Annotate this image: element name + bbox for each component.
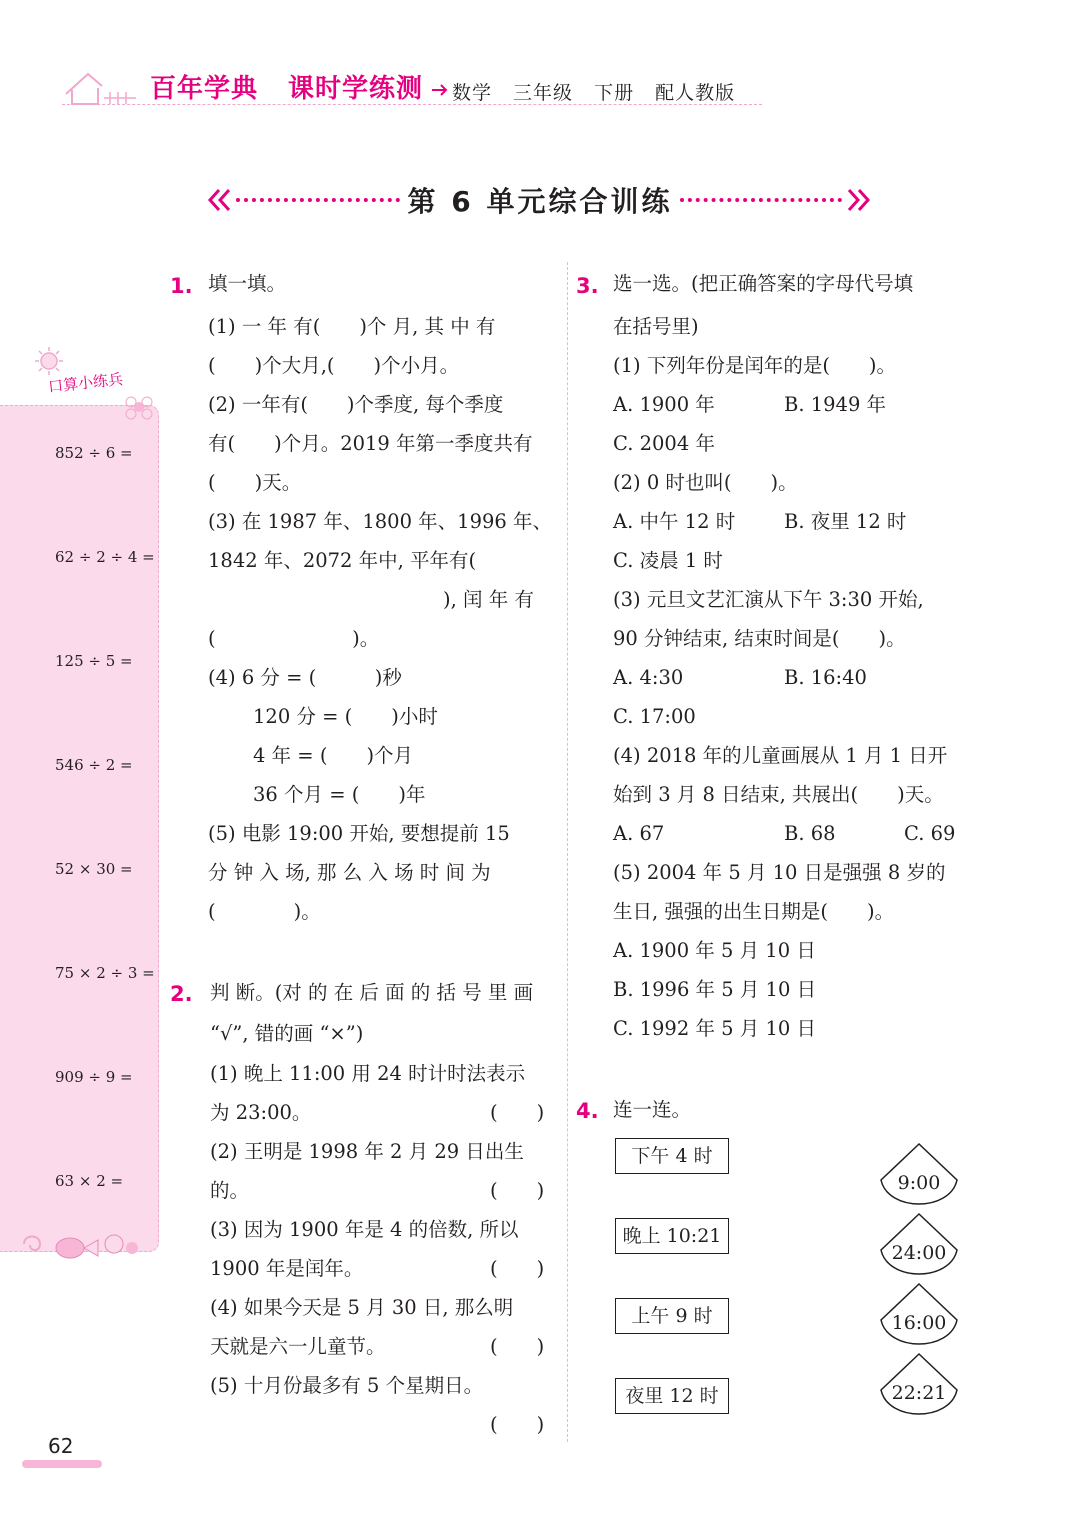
question-number: 2. xyxy=(170,982,193,1006)
match-left-item[interactable]: 夜里 12 时 xyxy=(615,1378,729,1414)
q3-line: 生日, 强强的出生日期是( )。 xyxy=(613,900,895,923)
header-divider xyxy=(62,104,762,105)
question-title: 连一连。 xyxy=(613,1098,692,1121)
q1-line: (4) 6 分 = ( )秒 xyxy=(208,666,402,689)
q1-line: (3) 在 1987 年、1800 年、1996 年、 xyxy=(208,510,552,533)
mental-math-sidebar xyxy=(0,405,159,1252)
page-number-bar xyxy=(22,1460,102,1468)
q3-line: (3) 元旦文艺汇演从下午 3:30 开始, xyxy=(613,588,924,611)
calc-problem: 852 ÷ 6 = xyxy=(55,444,133,462)
answer-paren[interactable]: ( ) xyxy=(490,1101,545,1124)
answer-paren[interactable]: ( ) xyxy=(490,1413,545,1436)
q2-line: (1) 晚上 11:00 用 24 时计时法表示 xyxy=(210,1062,526,1085)
match-right-label: 24:00 xyxy=(891,1242,947,1264)
q1-line: (1) 一 年 有( )个 月, 其 中 有 xyxy=(208,315,496,338)
match-left-item[interactable]: 上午 9 时 xyxy=(615,1298,729,1334)
question-title: 填一填。 xyxy=(208,272,287,295)
q1-line: ( )。 xyxy=(208,900,321,923)
q1-line: ), 闰 年 有 xyxy=(443,588,534,611)
option[interactable]: B. 夜里 12 时 xyxy=(784,510,907,533)
q1-line: ( )。 xyxy=(208,627,380,650)
q2-line: 1900 年是闰年。 xyxy=(210,1257,364,1280)
option[interactable]: B. 1996 年 5 月 10 日 xyxy=(613,978,817,1001)
option[interactable]: A. 1900 年 xyxy=(613,393,715,416)
q1-line: (2) 一年有( )个季度, 每个季度 xyxy=(208,393,504,416)
answer-paren[interactable]: ( ) xyxy=(490,1335,545,1358)
flower-icon xyxy=(122,392,156,422)
calc-problem: 125 ÷ 5 = xyxy=(55,652,133,670)
q3-line: 始到 3 月 8 日结束, 共展出( )天。 xyxy=(613,783,944,806)
q2-line: (5) 十月份最多有 5 个星期日。 xyxy=(210,1374,484,1397)
option[interactable]: A. 中午 12 时 xyxy=(613,510,736,533)
answer-paren[interactable]: ( ) xyxy=(490,1257,545,1280)
brand-title: 百年学典 xyxy=(150,74,259,104)
q1-line: (5) 电影 19:00 开始, 要想提前 15 xyxy=(208,822,510,845)
page-number: 62 xyxy=(48,1434,74,1458)
q2-line: 的。 xyxy=(210,1179,250,1202)
q1-line: 有( )个月。2019 年第一季度共有 xyxy=(208,432,533,455)
option[interactable]: B. 16:40 xyxy=(784,666,867,689)
title-dots-right xyxy=(680,198,842,202)
option[interactable]: B. 68 xyxy=(784,822,836,845)
q3-line: (4) 2018 年的儿童画展从 1 月 1 日开 xyxy=(613,744,948,767)
house-logo-icon xyxy=(58,64,138,108)
q1-line: ( )个大月,( )个小月。 xyxy=(208,354,460,377)
question-number: 1. xyxy=(170,274,193,298)
q2-line: (3) 因为 1900 年是 4 的倍数, 所以 xyxy=(210,1218,519,1241)
q2-line: 为 23:00。 xyxy=(210,1101,312,1124)
q2-line: 天就是六一儿童节。 xyxy=(210,1335,386,1358)
option[interactable]: A. 4:30 xyxy=(613,666,684,689)
q2-line: (4) 如果今天是 5 月 30 日, 那么明 xyxy=(210,1296,514,1319)
match-right-item[interactable] xyxy=(878,1212,960,1276)
sidebar-label: 口算小练兵 xyxy=(47,370,124,396)
option[interactable]: C. 1992 年 5 月 10 日 xyxy=(613,1017,816,1040)
calc-problem: 63 × 2 = xyxy=(55,1172,124,1190)
match-left-item[interactable]: 下午 4 时 xyxy=(615,1138,729,1174)
double-chevron-right-icon xyxy=(845,188,871,212)
q1-line: 1842 年、2072 年中, 平年有( xyxy=(208,549,477,572)
question-number: 3. xyxy=(576,274,599,298)
option[interactable]: C. 17:00 xyxy=(613,705,696,728)
q1-line: 4 年 = ( )个月 xyxy=(253,744,414,767)
q3-line: (5) 2004 年 5 月 10 日是强强 8 岁的 xyxy=(613,861,946,884)
question-title: 在括号里) xyxy=(613,315,699,338)
q1-line: 120 分 = ( )小时 xyxy=(253,705,438,728)
match-left-item[interactable]: 晚上 10:21 xyxy=(615,1218,729,1254)
sun-icon xyxy=(34,346,64,376)
calc-problem: 909 ÷ 9 = xyxy=(55,1068,133,1086)
q1-line: ( )天。 xyxy=(208,471,302,494)
answer-paren[interactable]: ( ) xyxy=(490,1179,545,1202)
match-right-item[interactable] xyxy=(878,1142,960,1206)
option[interactable]: C. 凌晨 1 时 xyxy=(613,549,723,572)
arrow-icon xyxy=(432,84,448,96)
q3-line: (2) 0 时也叫( )。 xyxy=(613,471,798,494)
q1-line: 分 钟 入 场, 那 么 入 场 时 间 为 xyxy=(208,861,491,884)
question-title: “√”, 错的画 “×”) xyxy=(210,1022,364,1045)
column-divider xyxy=(567,262,568,1442)
option[interactable]: C. 69 xyxy=(904,822,956,845)
page-title: 第 6 单元综合训练 xyxy=(407,185,673,218)
subject-info: 数学 三年级 下册 配人教版 xyxy=(452,82,736,104)
candy-decoration-icon xyxy=(18,1222,148,1266)
calc-problem: 75 × 2 ÷ 3 = xyxy=(55,964,155,982)
question-number: 4. xyxy=(576,1099,599,1123)
calc-problem: 62 ÷ 2 ÷ 4 = xyxy=(55,548,155,566)
match-right-label: 9:00 xyxy=(897,1172,941,1194)
q1-line: 36 个月 = ( )年 xyxy=(253,783,426,806)
match-right-label: 16:00 xyxy=(891,1312,947,1334)
q2-line: (2) 王明是 1998 年 2 月 29 日出生 xyxy=(210,1140,524,1163)
option[interactable]: A. 67 xyxy=(613,822,665,845)
option[interactable]: A. 1900 年 5 月 10 日 xyxy=(613,939,816,962)
q3-line: (1) 下列年份是闰年的是( )。 xyxy=(613,354,897,377)
option[interactable]: C. 2004 年 xyxy=(613,432,715,455)
match-right-item[interactable] xyxy=(878,1282,960,1346)
question-title: 选一选。(把正确答案的字母代号填 xyxy=(613,272,914,295)
match-right-item[interactable] xyxy=(878,1352,960,1416)
option[interactable]: B. 1949 年 xyxy=(784,393,887,416)
calc-problem: 52 × 30 = xyxy=(55,860,133,878)
q3-line: 90 分钟结束, 结束时间是( )。 xyxy=(613,627,906,650)
match-right-label: 22:21 xyxy=(891,1382,947,1404)
question-title: 判 断。(对 的 在 后 面 的 括 号 里 画 xyxy=(210,981,534,1004)
calc-problem: 546 ÷ 2 = xyxy=(55,756,133,774)
brand-subtitle: 课时学练测 xyxy=(288,74,424,104)
